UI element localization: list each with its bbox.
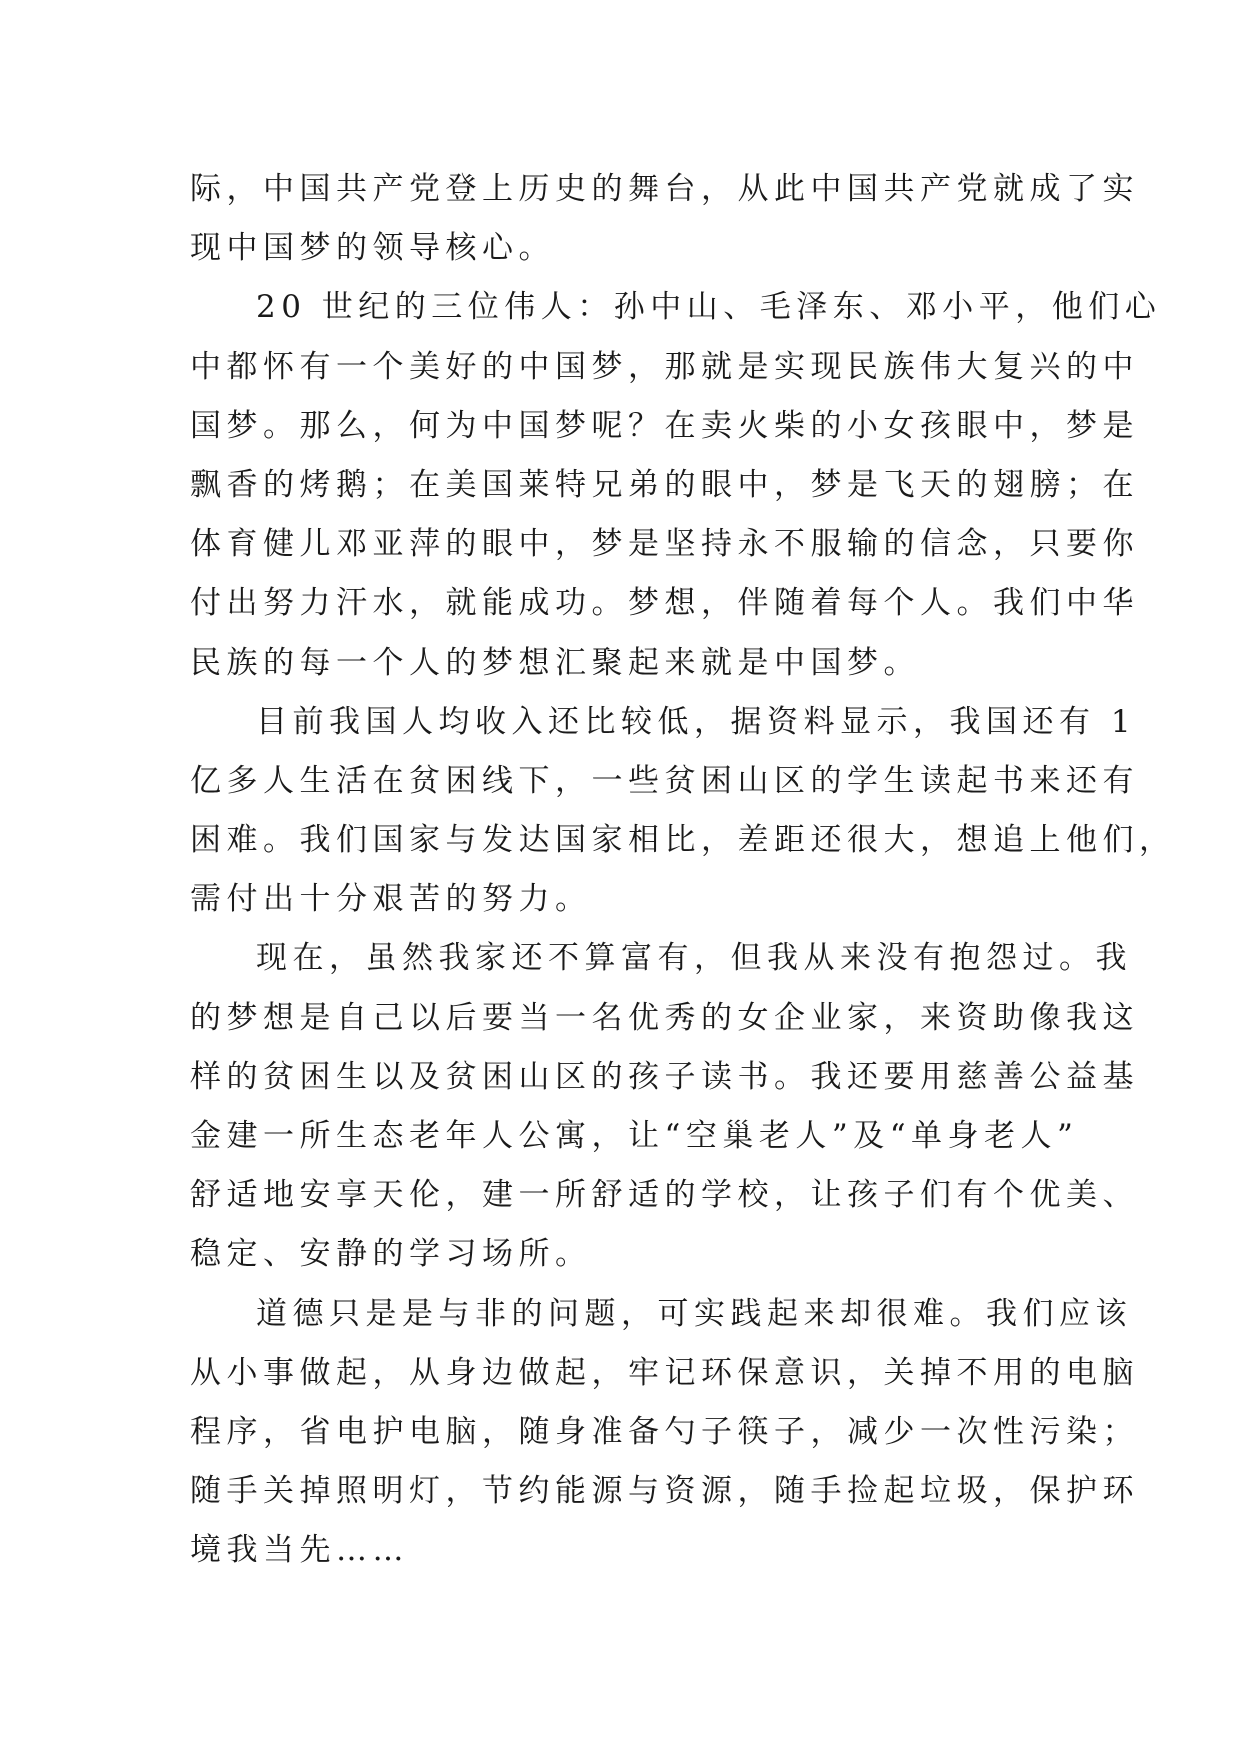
text-line: 国梦。那么，何为中国梦呢？在卖火柴的小女孩眼中，梦是 (190, 407, 1139, 444)
text-line: 境我当先…… (190, 1532, 409, 1569)
text-line: 程序，省电护电脑，随身准备勺子筷子，减少一次性污染； (190, 1413, 1139, 1450)
text-line: 随手关掉照明灯，节约能源与资源，随手捡起垃圾，保护环 (190, 1473, 1139, 1510)
text-line: 样的贫困生以及贫困山区的孩子读书。我还要用慈善公益基 (190, 1058, 1139, 1095)
text-line: 的梦想是自己以后要当一名优秀的女企业家，来资助像我这 (190, 999, 1139, 1036)
text-line: 际，中国共产党登上历史的舞台，从此中国共产党就成了实 (190, 171, 1139, 207)
text-line: 中都怀有一个美好的中国梦，那就是实现民族伟大复兴的中 (190, 348, 1139, 385)
text-line: 金建一所生态老年人公寓，让“空巢老人”及“单身老人” (190, 1118, 1079, 1154)
text-line: 付出努力汗水，就能成功。梦想，伴随着每个人。我们中华 (190, 585, 1139, 622)
text-line: 现在，虽然我家还不算富有，但我从来没有抱怨过。我 (256, 940, 1132, 977)
text-line: 飘香的烤鹅；在美国莱特兄弟的眼中，梦是飞天的翅膀；在 (190, 466, 1139, 503)
text-line: 舒适地安享天伦，建一所舒适的学校，让孩子们有个优美、 (190, 1177, 1139, 1214)
text-line: 体育健儿邓亚萍的眼中，梦是坚持永不服输的信念，只要你 (190, 526, 1139, 563)
text-line: 需付出十分艰苦的努力。 (190, 881, 592, 918)
document-body (190, 160, 1176, 1581)
text-line: 民族的每一个人的梦想汇聚起来就是中国梦。 (190, 644, 920, 681)
text-line: 从小事做起，从身边做起，牢记环保意识，关掉不用的电脑 (190, 1354, 1139, 1391)
text-line: 现中国梦的领导核心。 (190, 230, 555, 267)
text-line: 困难。我们国家与发达国家相比，差距还很大，想追上他们， (190, 822, 1176, 859)
text-line: 20 世纪的三位伟人：孙中山、毛泽东、邓小平，他们心 (256, 289, 1162, 326)
text-line: 稳定、安静的学习场所。 (190, 1236, 592, 1273)
text-line: 目前我国人均收入还比较低，据资料显示，我国还有 1 (256, 703, 1137, 740)
text-line: 亿多人生活在贫困线下，一些贫困山区的学生读起书来还有 (190, 762, 1139, 799)
text-line: 道德只是是与非的问题，可实践起来却很难。我们应该 (256, 1295, 1132, 1332)
